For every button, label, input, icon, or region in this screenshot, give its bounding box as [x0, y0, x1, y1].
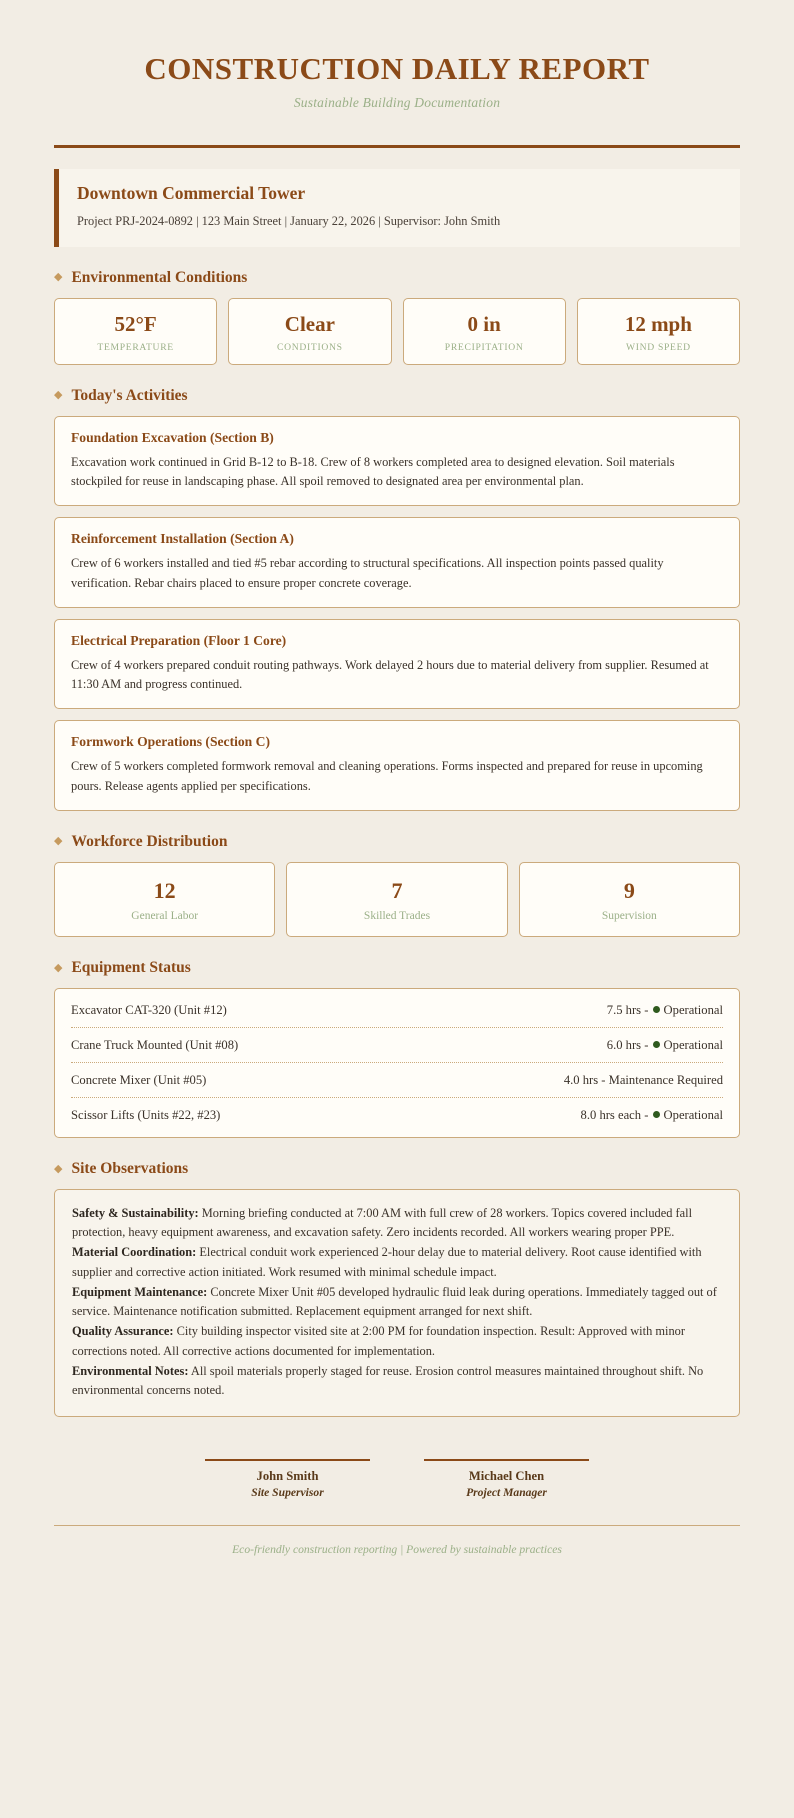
- equipment-name: Concrete Mixer (Unit #05): [71, 1073, 207, 1088]
- site-observations-box: [54, 1189, 740, 1417]
- observation-label: Quality Assurance:: [72, 1324, 174, 1339]
- environmental-conditions-row: [54, 298, 740, 365]
- signature-role: Site Supervisor: [251, 1486, 324, 1500]
- section-heading-label: Workforce Distribution: [71, 832, 228, 850]
- diamond-bullet-icon: ◆: [54, 389, 63, 402]
- equipment-status: [607, 1038, 723, 1053]
- weather-value: 52°F: [114, 311, 157, 336]
- observation-label: Environmental Notes:: [72, 1363, 189, 1378]
- activity-card: [54, 720, 740, 810]
- section-heading-observations: [54, 1160, 740, 1178]
- equipment-status: [564, 1073, 723, 1088]
- equipment-hours: 4.0 hrs -: [563, 1073, 609, 1088]
- observation-text: Concrete Mixer Unit #05 developed hydraulic fluid leak during operations. Immediately tagged out of service. Maintenance notification submitted. Replacement equipment arranged for next shift.: [72, 1284, 717, 1319]
- signature-name: Michael Chen: [468, 1469, 545, 1484]
- section-heading-activities: [54, 387, 740, 405]
- workforce-count: 12: [153, 877, 176, 903]
- workforce-card-general-labor: [54, 862, 275, 937]
- observation-label: Safety & Sustainability:: [72, 1206, 199, 1221]
- observation-text: Electrical conduit work experienced 2-hour delay due to material delivery. Root cause identified with supplier and corrective action initiated. Work resumed with minimal schedule impact.: [72, 1245, 702, 1279]
- equipment-status-label: Operational: [663, 1038, 723, 1053]
- weather-label: PRECIPITATION: [444, 341, 524, 353]
- equipment-status-label: Operational: [663, 1108, 723, 1123]
- workforce-label: Skilled Trades: [363, 910, 431, 923]
- workforce-label: General Labor: [131, 910, 199, 923]
- equipment-name: Scissor Lifts (Units #22, #23): [71, 1108, 221, 1123]
- activity-title: Foundation Excavation (Section B): [71, 429, 274, 445]
- page-title: CONSTRUCTION DAILY REPORT: [144, 51, 650, 86]
- observation-item: [72, 1283, 722, 1321]
- activity-description: Excavation work continued in Grid B-12 to B-18. Crew of 8 workers completed area to designed elevation. Soil materials stockpiled for reuse in landscaping phase. All spoil removed to designated area per environmental plan.: [71, 454, 675, 489]
- equipment-row: [71, 1063, 723, 1098]
- observation-item: [72, 1204, 722, 1242]
- status-dot-icon: [653, 1006, 660, 1013]
- weather-value: 12 mph: [624, 311, 692, 336]
- weather-label: TEMPERATURE: [97, 341, 174, 353]
- workforce-label: Supervision: [601, 910, 657, 923]
- weather-card-wind-speed: [577, 298, 740, 365]
- project-name: Downtown Commercial Tower: [77, 183, 306, 204]
- signature-block-supervisor: [205, 1459, 370, 1499]
- equipment-name: Crane Truck Mounted (Unit #08): [71, 1038, 239, 1053]
- equipment-status-list: [54, 988, 740, 1138]
- section-heading-environmental: [54, 269, 740, 287]
- observation-item: [72, 1243, 722, 1281]
- observation-label: Equipment Maintenance:: [72, 1284, 208, 1299]
- signature-name: John Smith: [256, 1469, 319, 1484]
- signature-row: [54, 1459, 740, 1499]
- header-divider: [54, 145, 740, 148]
- section-heading-label: Environmental Conditions: [71, 268, 248, 286]
- activity-description: Crew of 5 workers completed formwork removal and cleaning operations. Forms inspected and prepared for reuse in upcoming pours. Release agents applied per specifications.: [71, 759, 703, 793]
- equipment-status: [607, 1003, 723, 1018]
- equipment-status-label: Maintenance Required: [608, 1073, 723, 1088]
- signature-line: [424, 1459, 589, 1461]
- activity-card: [54, 619, 740, 709]
- equipment-hours: 7.5 hrs -: [606, 1003, 652, 1018]
- status-dot-icon: [653, 1111, 660, 1118]
- workforce-distribution-row: [54, 862, 740, 937]
- weather-card-temperature: [54, 298, 217, 365]
- activity-title: Reinforcement Installation (Section A): [71, 531, 294, 547]
- workforce-count: 9: [623, 877, 635, 903]
- activity-description: Crew of 4 workers prepared conduit routing pathways. Work delayed 2 hours due to material delivery from supplier. Resumed at 11:30 AM and progress continued.: [71, 657, 709, 692]
- weather-value: 0 in: [467, 311, 501, 336]
- equipment-name: Excavator CAT-320 (Unit #12): [71, 1003, 227, 1018]
- weather-label: WIND SPEED: [625, 341, 691, 353]
- project-meta: Project PRJ-2024-0892 | 123 Main Street | January 22, 2026 | Supervisor: John Smith: [77, 214, 501, 229]
- diamond-bullet-icon: ◆: [54, 961, 63, 974]
- diamond-bullet-icon: ◆: [54, 271, 63, 284]
- section-heading-equipment: [54, 959, 740, 977]
- signature-line: [205, 1459, 370, 1461]
- equipment-row: [71, 1098, 723, 1132]
- observation-item: [72, 1362, 722, 1400]
- activity-card: [54, 517, 740, 607]
- activities-list: [54, 416, 740, 811]
- equipment-hours: 6.0 hrs -: [606, 1038, 652, 1053]
- workforce-count: 7: [391, 877, 403, 903]
- equipment-row: [71, 1028, 723, 1063]
- observation-text: City building inspector visited site at 2:00 PM for foundation inspection. Result: Approved with minor corrections noted. All corrective actions documented for implementation.: [72, 1324, 685, 1358]
- equipment-status: [581, 1108, 723, 1123]
- observation-label: Material Coordination:: [72, 1245, 197, 1260]
- project-info-bar: [54, 169, 740, 246]
- section-heading-label: Today's Activities: [71, 386, 188, 404]
- equipment-row: [71, 993, 723, 1028]
- section-heading-label: Equipment Status: [71, 959, 191, 977]
- weather-card-precipitation: [403, 298, 566, 365]
- section-heading-workforce: [54, 833, 740, 851]
- status-dot-icon: [653, 1041, 660, 1048]
- observation-text: Morning briefing conducted at 7:00 AM with full crew of 28 workers. Topics covered included fall protection, heavy equipment awareness, and excavation safety. Zero incidents recorded. All workers wearing proper PPE.: [72, 1206, 693, 1240]
- equipment-status-label: Operational: [663, 1003, 723, 1018]
- weather-value: Clear: [284, 311, 335, 336]
- diamond-bullet-icon: ◆: [54, 835, 63, 848]
- activity-description: Crew of 6 workers installed and tied #5 rebar according to structural specifications. All inspection points passed quality verification. Rebar chairs placed to ensure proper concrete coverage.: [71, 556, 664, 590]
- workforce-card-skilled-trades: [286, 862, 507, 937]
- signature-role: Project Manager: [466, 1486, 547, 1500]
- signature-block-project-manager: [424, 1459, 589, 1499]
- activity-card: [54, 416, 740, 506]
- equipment-hours: 8.0 hrs each -: [580, 1108, 652, 1123]
- document-header: [54, 52, 740, 125]
- footer-text: Eco-friendly construction reporting | Powered by sustainable practices: [232, 1543, 562, 1557]
- activity-title: Electrical Preparation (Floor 1 Core): [71, 632, 287, 648]
- workforce-card-supervision: [519, 862, 740, 937]
- diamond-bullet-icon: ◆: [54, 1162, 63, 1175]
- weather-card-conditions: [228, 298, 391, 365]
- section-heading-label: Site Observations: [71, 1160, 189, 1178]
- activity-title: Formwork Operations (Section C): [71, 734, 270, 750]
- page-subtitle: Sustainable Building Documentation: [293, 95, 501, 111]
- observation-text: All spoil materials properly staged for reuse. Erosion control measures maintained throughout shift. No environmental concerns noted.: [72, 1363, 704, 1397]
- observation-item: [72, 1322, 722, 1360]
- weather-label: CONDITIONS: [277, 341, 343, 353]
